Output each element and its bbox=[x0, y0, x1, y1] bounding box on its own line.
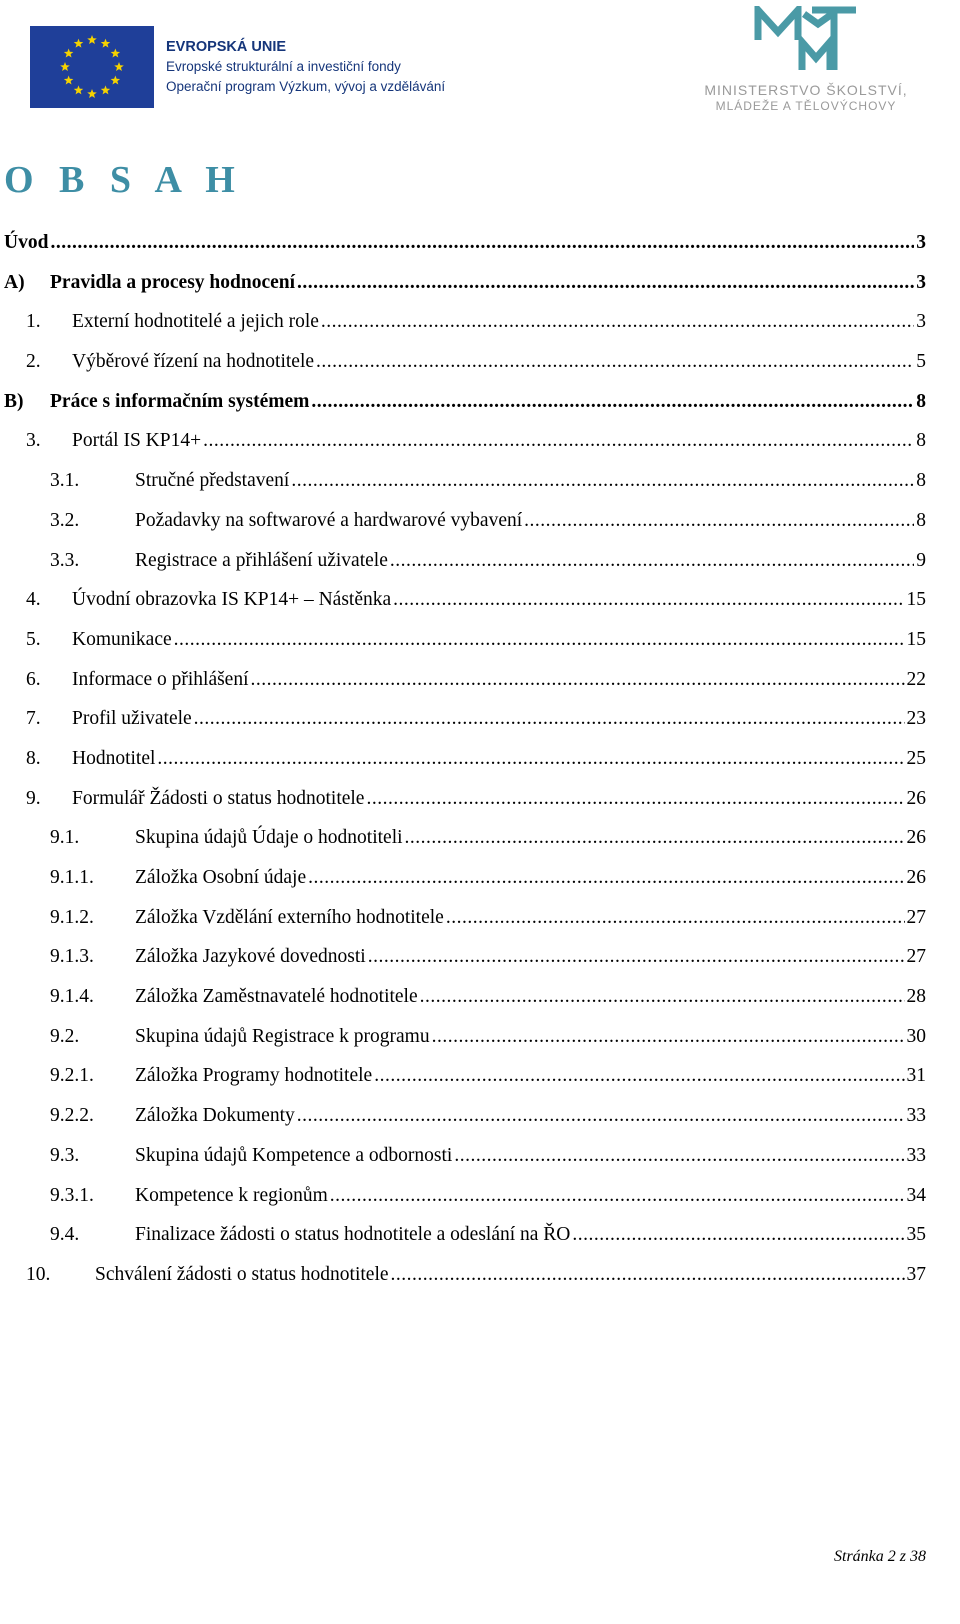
toc-entry[interactable] bbox=[0, 663, 960, 703]
page-footer: Stránka 2 z 38 bbox=[834, 1548, 926, 1565]
toc-entry-page: 28 bbox=[906, 986, 926, 1008]
toc-entry-title: Záložka Jazykové dovednosti bbox=[135, 946, 366, 968]
toc-entry[interactable] bbox=[0, 424, 960, 464]
toc-leader-dots bbox=[374, 1065, 904, 1087]
toc-entry-number: 9.1.3. bbox=[50, 946, 94, 968]
toc-entry-page: 26 bbox=[906, 787, 926, 809]
toc-entry-number: 3.1. bbox=[50, 470, 80, 492]
msmt-logo-line1: MINISTERSTVO ŠKOLSTVÍ, bbox=[704, 82, 908, 98]
toc-entry-title: Schválení žádosti o status hodnotitele bbox=[95, 1263, 389, 1285]
toc-entry-title: Úvod bbox=[4, 232, 49, 253]
toc-entry-number: 3.2. bbox=[50, 509, 80, 531]
toc-entry-title: Externí hodnotitelé a jejich role bbox=[72, 311, 319, 333]
toc-entry-title: Kompetence k regionům bbox=[135, 1184, 328, 1206]
toc-leader-dots bbox=[393, 589, 904, 611]
toc-entry-page: 33 bbox=[906, 1144, 926, 1166]
toc-entry-number: 9.1.2. bbox=[50, 906, 94, 928]
toc-entry-page: 15 bbox=[906, 589, 926, 611]
toc-entry-page: 15 bbox=[906, 628, 926, 650]
toc-entry[interactable] bbox=[0, 226, 960, 266]
msmt-logo-line2: MLÁDEŽE A TĚLOVÝCHOVY bbox=[715, 99, 897, 113]
toc-entry-title: Profil uživatele bbox=[72, 708, 192, 730]
toc-entry-title: Práce s informačním systémem bbox=[50, 390, 310, 412]
toc-entry-page: 26 bbox=[906, 827, 926, 849]
toc-leader-dots bbox=[446, 907, 905, 929]
toc-entry-page: 23 bbox=[906, 708, 926, 730]
toc-entry[interactable] bbox=[0, 1059, 960, 1099]
toc-entry-page: 33 bbox=[906, 1105, 926, 1127]
toc-leader-dots bbox=[297, 1105, 905, 1127]
toc-entry-title: Záložka Programy hodnotitele bbox=[135, 1065, 373, 1087]
toc-entry-number: 9.1.1. bbox=[50, 867, 94, 888]
toc-entry-title: Skupina údajů Kompetence a odbornosti bbox=[135, 1144, 453, 1166]
toc-leader-dots bbox=[291, 470, 914, 492]
toc-entry-number: 6. bbox=[26, 668, 41, 690]
toc-entry-page: 34 bbox=[906, 1184, 926, 1206]
toc-entry-number: 9.2. bbox=[50, 1025, 80, 1047]
toc-leader-dots bbox=[174, 629, 905, 651]
toc-entry-title: Záložka Osobní údaje bbox=[135, 867, 307, 888]
toc-entry-page: 25 bbox=[906, 747, 926, 769]
msmt-logo-icon bbox=[752, 6, 862, 76]
toc-entry-page: 9 bbox=[916, 549, 926, 571]
toc-entry-title: Stručné představení bbox=[135, 470, 290, 492]
toc-entry-title: Pravidla a procesy hodnocení bbox=[50, 271, 296, 293]
toc-leader-dots bbox=[391, 1264, 905, 1286]
toc-entry-page: 8 bbox=[916, 430, 926, 452]
toc-leader-dots bbox=[420, 986, 905, 1008]
toc-entry-page: 3 bbox=[916, 311, 926, 333]
toc-leader-dots bbox=[432, 1026, 905, 1048]
toc-entry[interactable] bbox=[0, 504, 960, 544]
msmt-logo bbox=[696, 6, 916, 116]
toc-entry-title: Skupina údajů Registrace k programu bbox=[135, 1025, 430, 1047]
toc-leader-dots bbox=[321, 311, 914, 333]
toc-entry-number: 1. bbox=[26, 311, 41, 333]
toc-entry-page: 8 bbox=[916, 390, 926, 412]
toc-entry[interactable] bbox=[0, 1258, 960, 1298]
toc-entry-number: 9.4. bbox=[50, 1224, 80, 1246]
eu-flag-icon bbox=[30, 26, 154, 108]
toc-entry-page: 31 bbox=[906, 1065, 926, 1087]
toc-entry-number: 3. bbox=[26, 430, 41, 452]
toc-entry[interactable] bbox=[0, 901, 960, 941]
toc-entry-number: 4. bbox=[26, 589, 41, 611]
toc-entry[interactable] bbox=[0, 861, 960, 901]
table-of-contents bbox=[0, 226, 960, 1298]
toc-entry-number: 9. bbox=[26, 787, 41, 809]
toc-leader-dots bbox=[368, 946, 905, 968]
toc-leader-dots bbox=[251, 669, 905, 691]
eu-logo-line2: Evropské strukturální a investiční fondy bbox=[166, 59, 401, 74]
eu-logo-line3: Operační program Výzkum, vývoj a vzdělávání bbox=[166, 79, 446, 94]
toc-leader-dots bbox=[311, 391, 914, 413]
toc-leader-dots bbox=[157, 748, 904, 770]
toc-entry-page: 22 bbox=[906, 668, 926, 690]
toc-entry-number: 9.1.4. bbox=[50, 986, 94, 1008]
toc-entry-title: Úvodní obrazovka IS KP14+ – Nástěnka bbox=[72, 589, 392, 611]
toc-entry[interactable] bbox=[0, 623, 960, 663]
toc-leader-dots bbox=[454, 1145, 904, 1167]
toc-entry-number: 10. bbox=[26, 1263, 51, 1285]
toc-entry[interactable] bbox=[0, 464, 960, 504]
toc-entry-page: 30 bbox=[906, 1025, 926, 1047]
toc-entry[interactable] bbox=[0, 305, 960, 345]
toc-entry-title: Portál IS KP14+ bbox=[72, 430, 202, 452]
toc-entry-number: 3.3. bbox=[50, 549, 80, 571]
toc-entry-page: 27 bbox=[906, 946, 926, 968]
toc-entry-number: 9.2.1. bbox=[50, 1065, 94, 1087]
toc-entry[interactable] bbox=[0, 742, 960, 782]
toc-entry-page: 5 bbox=[916, 351, 926, 373]
toc-entry-number: B) bbox=[4, 390, 24, 412]
toc-entry-number: 9.1. bbox=[50, 827, 80, 849]
toc-entry-title: Komunikace bbox=[72, 628, 172, 650]
toc-entry-page: 3 bbox=[916, 271, 926, 293]
toc-entry[interactable] bbox=[0, 385, 960, 425]
toc-entry-title: Záložka Dokumenty bbox=[135, 1105, 295, 1127]
toc-entry[interactable] bbox=[0, 1179, 960, 1219]
toc-entry[interactable] bbox=[0, 544, 960, 584]
toc-leader-dots bbox=[524, 510, 914, 532]
toc-entry[interactable] bbox=[0, 583, 960, 623]
toc-leader-dots bbox=[203, 430, 914, 452]
toc-entry-title: Finalizace žádosti o status hodnotitele a odeslání na ŘO bbox=[135, 1224, 571, 1246]
toc-entry-page: 8 bbox=[916, 509, 926, 531]
toc-entry-number: 7. bbox=[26, 708, 41, 730]
toc-entry-number: 9.3.1. bbox=[50, 1184, 94, 1206]
toc-entry[interactable] bbox=[0, 345, 960, 385]
toc-entry[interactable] bbox=[0, 1020, 960, 1060]
toc-entry-title: Záložka Zaměstnavatelé hodnotitele bbox=[135, 986, 418, 1008]
toc-entry-title: Formulář Žádosti o status hodnotitele bbox=[72, 787, 365, 809]
page-header bbox=[0, 0, 960, 130]
toc-entry-title: Hodnotitel bbox=[72, 747, 156, 769]
toc-entry[interactable] bbox=[0, 1218, 960, 1258]
toc-entry[interactable] bbox=[0, 980, 960, 1020]
toc-entry[interactable] bbox=[0, 1099, 960, 1139]
toc-entry-title: Skupina údajů Údaje o hodnotiteli bbox=[135, 827, 403, 849]
toc-leader-dots bbox=[405, 827, 905, 849]
toc-entry-number: A) bbox=[4, 271, 25, 293]
toc-title: O B S A H bbox=[4, 159, 243, 201]
toc-entry-page: 35 bbox=[906, 1224, 926, 1246]
toc-entry-page: 26 bbox=[906, 867, 926, 888]
toc-entry-title: Požadavky na softwarové a hardwarové vybavení bbox=[135, 509, 523, 531]
toc-entry-title: Výběrové řízení na hodnotitele bbox=[72, 351, 315, 373]
eu-logo-text bbox=[166, 37, 445, 97]
toc-leader-dots bbox=[50, 232, 914, 254]
toc-entry-title: Informace o přihlášení bbox=[72, 668, 249, 690]
toc-entry-title: Záložka Vzdělání externího hodnotitele bbox=[135, 906, 444, 928]
toc-entry-number: 9.2.2. bbox=[50, 1105, 94, 1127]
toc-leader-dots bbox=[316, 351, 914, 373]
toc-entry[interactable] bbox=[0, 266, 960, 306]
toc-leader-dots bbox=[390, 550, 914, 572]
toc-entry[interactable] bbox=[0, 940, 960, 980]
toc-leader-dots bbox=[308, 867, 904, 889]
toc-entry-page: 27 bbox=[906, 906, 926, 928]
eu-logo-line1: EVROPSKÁ UNIE bbox=[166, 39, 287, 55]
toc-entry-number: 9.3. bbox=[50, 1144, 80, 1166]
eu-logo bbox=[30, 26, 445, 108]
toc-leader-dots bbox=[194, 708, 905, 730]
toc-entry-number: 5. bbox=[26, 628, 41, 650]
toc-leader-dots bbox=[366, 788, 904, 810]
toc-entry[interactable] bbox=[0, 821, 960, 861]
toc-entry-title: Registrace a přihlášení uživatele bbox=[135, 549, 388, 571]
toc-leader-dots bbox=[330, 1185, 905, 1207]
toc-entry-page: 8 bbox=[916, 470, 926, 492]
toc-entry-number: 8. bbox=[26, 747, 41, 769]
toc-entry[interactable] bbox=[0, 1139, 960, 1179]
toc-entry[interactable] bbox=[0, 782, 960, 822]
toc-entry-page: 37 bbox=[906, 1263, 926, 1285]
toc-leader-dots bbox=[572, 1224, 904, 1246]
toc-entry-number: 2. bbox=[26, 351, 41, 373]
toc-entry-page: 3 bbox=[916, 232, 926, 253]
toc-leader-dots bbox=[297, 272, 914, 294]
toc-entry[interactable] bbox=[0, 702, 960, 742]
